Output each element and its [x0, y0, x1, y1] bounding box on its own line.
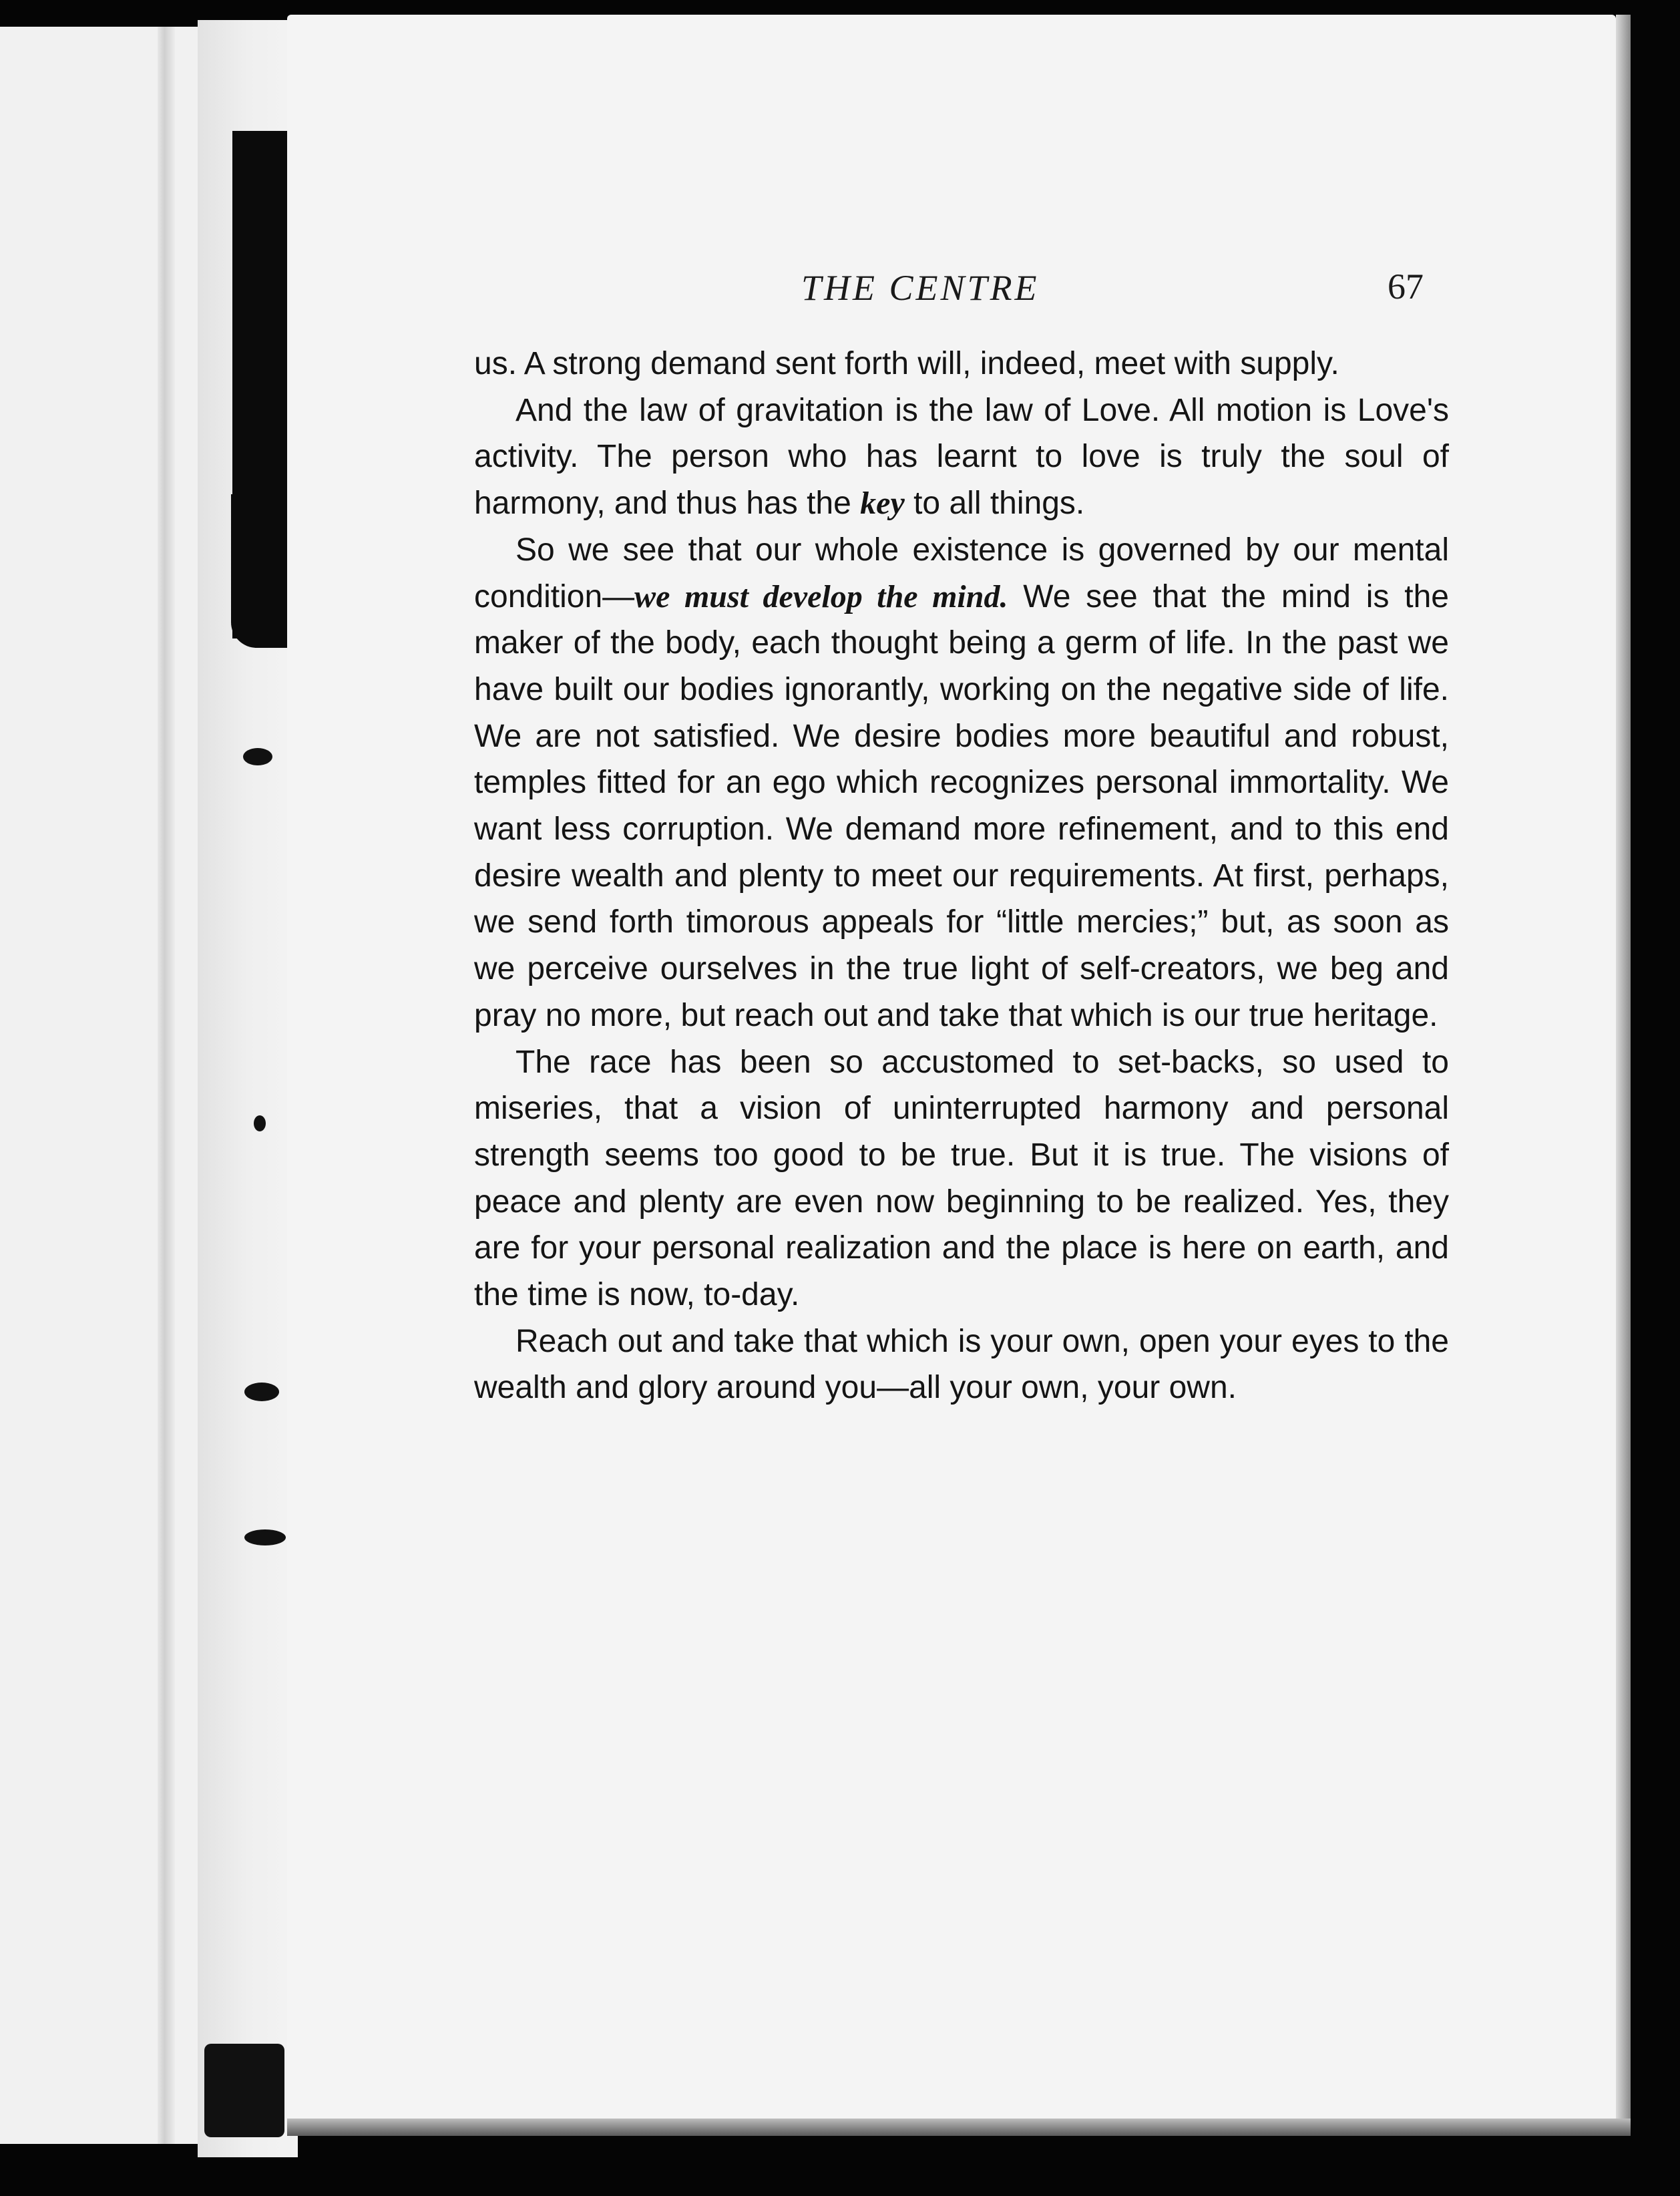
paragraph-5: Reach out and take that which is your own, open your eyes to the wealth and glory around you—all your own, your own. — [474, 1323, 1449, 1406]
binding-speck — [244, 1383, 279, 1401]
paragraph-3-text-end: We see that the mind is the maker of the body, each thought being a germ of life. In the past we have built our bodies ignorantly, working on the negative side of life. We are not satisfied. We desire bodies more beautiful and robust, temples fitted for an ego which recognizes personal immortality. We want less corruption. We demand more refinement, and to this end desire wealth and plenty to meet our requirements. At first, perhaps, we send forth timorous appeals for “little mercies;” but, as soon as we perceive ourselves in the true light of self-creators, we beg and pray no more, but reach out and take that which is our true heritage. — [474, 578, 1450, 1033]
paragraph-3 — [474, 527, 1449, 1039]
paragraph-3-emphasis: we must develop the mind. — [634, 578, 1008, 614]
paragraph-2 — [474, 387, 1449, 527]
binding-speck — [204, 2044, 284, 2137]
page-number: 67 — [1388, 266, 1424, 307]
paragraph-2-text-end: to all things. — [904, 486, 1085, 522]
paragraph-2-emphasis: key — [860, 486, 905, 522]
paragraph-3-text: So we see that our whole existence is governed by our mental condition— — [474, 532, 1449, 614]
page-edge-bottom — [287, 2119, 1631, 2136]
binding-speck — [244, 1529, 286, 1545]
body-text — [474, 341, 1449, 1411]
paragraph-2-text: And the law of gravitation is the law of Love. All motion is Love's activity. The person who has learnt to love is truly the soul of harmony, and thus has the — [474, 392, 1449, 522]
running-head: THE CENTRE — [801, 268, 1040, 308]
paragraph-1: us. A strong demand sent forth will, indeed, meet with supply. — [474, 346, 1339, 381]
binding-speck — [254, 1115, 266, 1131]
binding-speck — [243, 748, 272, 765]
previous-page-edge — [158, 27, 175, 2144]
paragraph-4: The race has been so accustomed to set-backs, so used to miseries, that a vision of uninterrupted harmony and personal strength seems too good to be true. But it is true. The visions of peace and plenty are even now beginning to be realized. Yes, they are for your personal realization and the place is here on earth, and the time is now, to-day. — [474, 1044, 1449, 1313]
page-edge-right — [1616, 15, 1631, 2119]
